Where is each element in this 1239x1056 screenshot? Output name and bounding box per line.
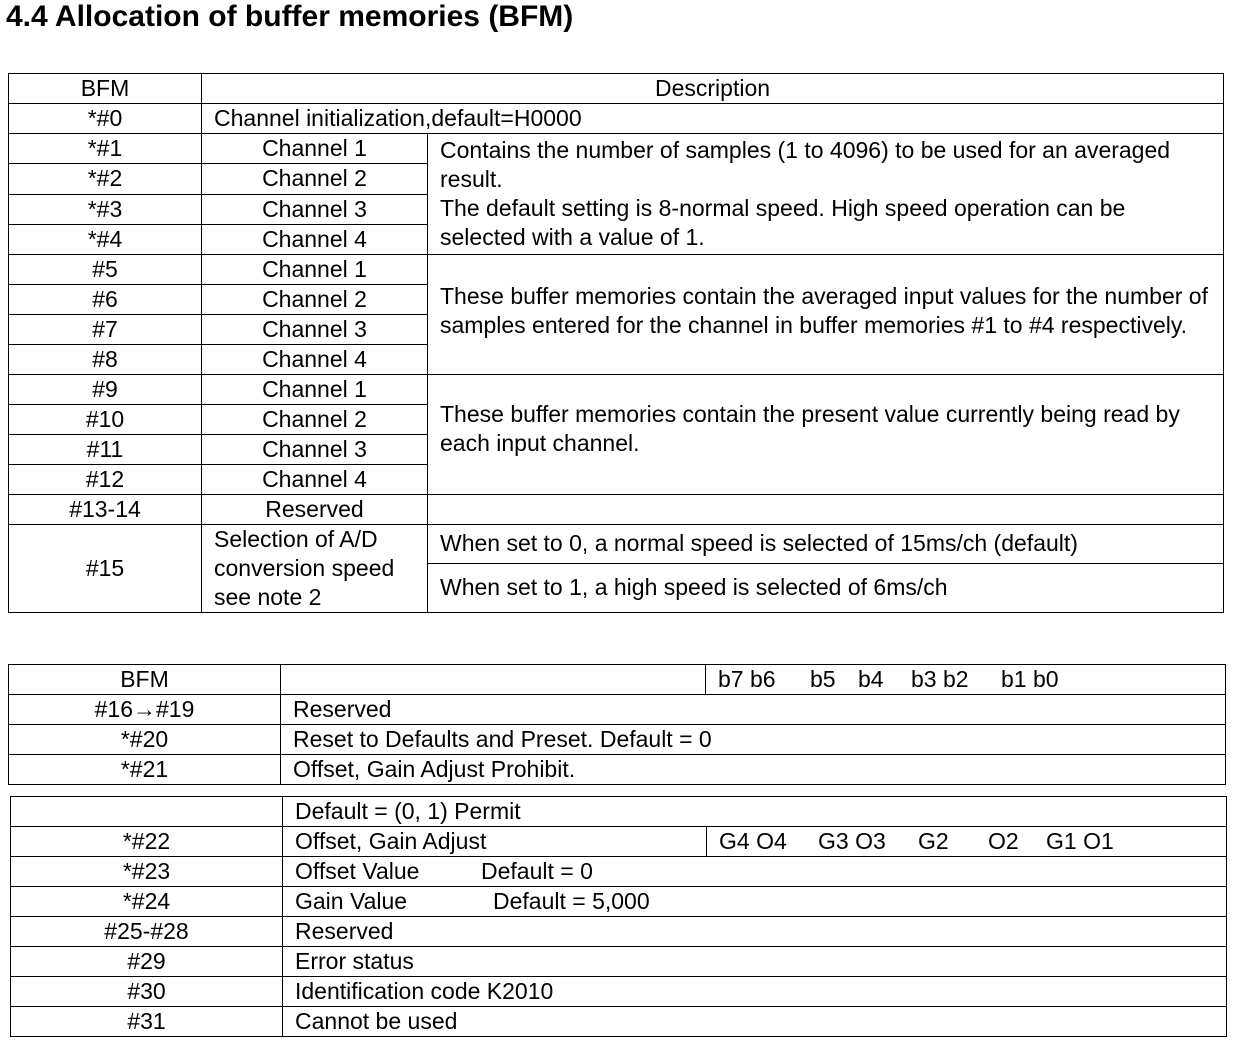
default-value: Default = 0	[481, 858, 593, 884]
description-cell: Offset, Gain Adjust Prohibit.	[281, 755, 1226, 785]
description-cell: Reset to Defaults and Preset. Default = 0	[281, 725, 1226, 755]
bit-label: G4 O4	[719, 828, 787, 854]
bfm-cell: #13-14	[9, 495, 202, 525]
description-cell: Default = (0, 1) Permit	[283, 797, 1227, 827]
bfm-cell: *#20	[9, 725, 281, 755]
bfm-cell: *#2	[9, 164, 202, 194]
averaged-description: These buffer memories contain the averaged input values for the number of samples entered for the channel in buffer memories #1 to #4 respectively.	[440, 282, 1208, 338]
header-bfm: BFM	[9, 665, 281, 695]
bfm-bit-table-upper	[8, 664, 1226, 785]
bfm-cell: #29	[11, 947, 283, 977]
bfm-cell: *#3	[9, 194, 202, 224]
empty-cell	[428, 495, 1224, 525]
bfm-cell: #31	[11, 1007, 283, 1037]
bfm-cell: *#23	[11, 857, 283, 887]
channel-cell: Channel 2	[202, 285, 428, 315]
bit-header	[706, 665, 1226, 695]
table-row	[9, 255, 1224, 285]
channel-cell: Channel 3	[202, 435, 428, 465]
bfm-cell: #12	[9, 465, 202, 495]
bfm-cell: #7	[9, 315, 202, 345]
value-label: Gain Value	[295, 888, 408, 914]
bit-label: G1 O1	[1046, 828, 1114, 854]
channel-cell: Channel 4	[202, 465, 428, 495]
channel-cell: Channel 1	[202, 255, 428, 285]
table-row	[9, 495, 1224, 525]
samples-description: Contains the number of samples (1 to 4096) to be used for an averaged result. The default setting is 8-normal speed. High speed operation can be selected with a value of 1.	[440, 137, 1171, 250]
description-cell	[428, 134, 1224, 255]
description-cell	[283, 887, 1227, 917]
bfm-cell: *#4	[9, 224, 202, 254]
speed-option-high: When set to 1, a high speed is selected of 6ms/ch	[428, 563, 1224, 612]
bfm-cell	[11, 797, 283, 827]
bfm-cell: #16→#19	[9, 695, 281, 725]
table-row	[9, 525, 1224, 564]
table-row	[11, 827, 1227, 857]
value-label: Offset Value	[295, 858, 420, 884]
channel-cell: Channel 3	[202, 315, 428, 345]
bfm-cell: *#21	[9, 755, 281, 785]
bit-label: O2	[988, 828, 1019, 854]
table-row	[9, 375, 1224, 405]
bfm-cell: #6	[9, 285, 202, 315]
table-row	[11, 1007, 1227, 1037]
table-row	[11, 917, 1227, 947]
speed-option-normal: When set to 0, a normal speed is selected of 15ms/ch (default)	[428, 525, 1224, 564]
bit-label: G2	[918, 828, 949, 854]
speed-selection-label: Selection of A/D conversion speed see note 2	[202, 525, 428, 613]
bfm-cell: *#24	[11, 887, 283, 917]
channel-cell: Channel 4	[202, 224, 428, 254]
description-cell: Identification code K2010	[283, 977, 1227, 1007]
bfm-bit-table-lower	[10, 796, 1227, 1037]
header-bfm: BFM	[9, 74, 202, 104]
channel-cell: Channel 4	[202, 345, 428, 375]
bit-label: b7 b6	[718, 666, 776, 692]
bit-label: b1 b0	[1001, 666, 1059, 692]
bfm-cell: #30	[11, 977, 283, 1007]
bfm-cell: #5	[9, 255, 202, 285]
description-cell: Reserved	[281, 695, 1226, 725]
bfm-cell: #25-#28	[11, 917, 283, 947]
description-cell	[428, 255, 1224, 375]
bfm-cell: #8	[9, 345, 202, 375]
table-header-row	[9, 74, 1224, 104]
description-cell: Channel initialization,default=H0000	[202, 104, 1224, 134]
description-cell: Offset, Gain Adjust	[283, 827, 707, 857]
bfm-cell: #10	[9, 405, 202, 435]
empty-cell	[281, 665, 706, 695]
channel-cell: Channel 3	[202, 194, 428, 224]
bfm-allocation-table	[8, 73, 1224, 613]
description-cell: Error status	[283, 947, 1227, 977]
description-cell	[428, 375, 1224, 495]
table-row	[11, 857, 1227, 887]
bfm-cell: #9	[9, 375, 202, 405]
description-cell	[283, 857, 1227, 887]
bfm-cell: *#22	[11, 827, 283, 857]
bfm-cell: #11	[9, 435, 202, 465]
channel-cell: Channel 2	[202, 405, 428, 435]
bfm-cell: *#0	[9, 104, 202, 134]
bfm-cell: #15	[9, 525, 202, 613]
table-row	[9, 104, 1224, 134]
table-row	[9, 725, 1226, 755]
bfm-cell: *#1	[9, 134, 202, 164]
header-description: Description	[202, 74, 1224, 104]
bit-label: b5	[810, 666, 836, 692]
table-row	[9, 695, 1226, 725]
default-value: Default = 5,000	[493, 888, 650, 914]
present-value-description: These buffer memories contain the present value currently being read by each input channel.	[440, 400, 1180, 456]
channel-cell: Reserved	[202, 495, 428, 525]
channel-cell: Channel 2	[202, 164, 428, 194]
bit-label: b4	[858, 666, 884, 692]
channel-cell: Channel 1	[202, 134, 428, 164]
table-row	[11, 797, 1227, 827]
description-cell: Reserved	[283, 917, 1227, 947]
table-row	[11, 887, 1227, 917]
bit-cell	[707, 827, 1227, 857]
table-row	[11, 947, 1227, 977]
description-cell: Cannot be used	[283, 1007, 1227, 1037]
channel-cell: Channel 1	[202, 375, 428, 405]
bit-label: b3 b2	[911, 666, 969, 692]
table-row	[9, 134, 1224, 164]
table-header-row	[9, 665, 1226, 695]
table-row	[9, 755, 1226, 785]
page-title: 4.4 Allocation of buffer memories (BFM)	[6, 0, 574, 33]
table-row	[11, 977, 1227, 1007]
bit-label: G3 O3	[818, 828, 886, 854]
